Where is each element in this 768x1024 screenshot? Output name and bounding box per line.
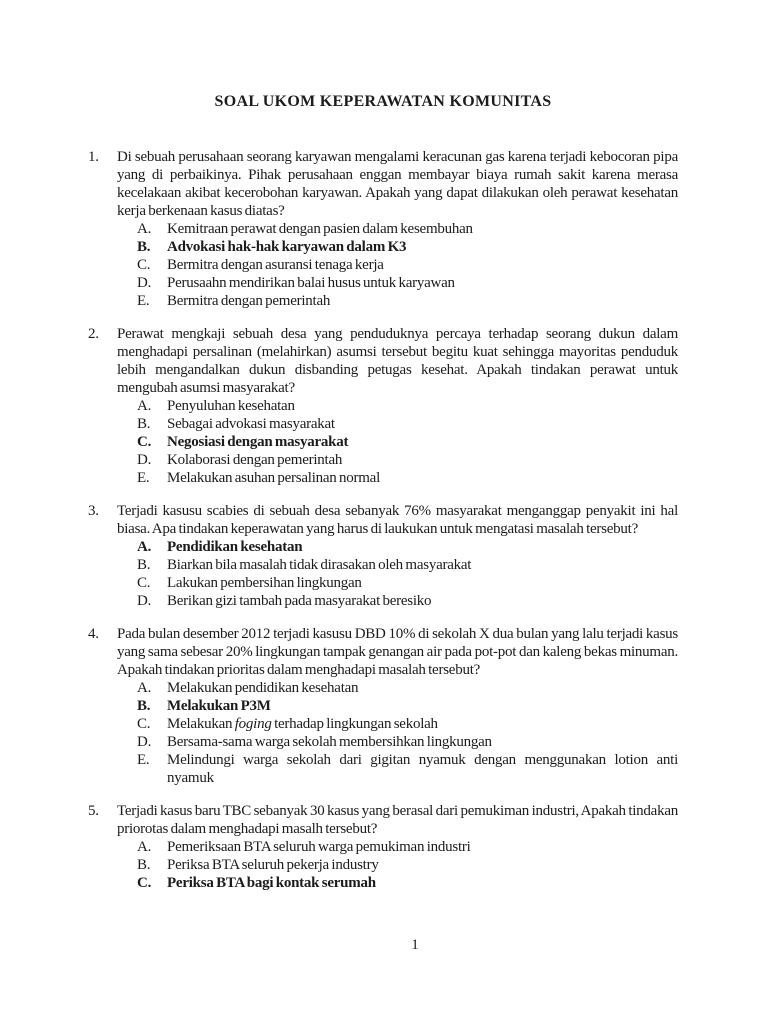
option-text-segment: Melakukan [167,716,235,732]
options-list [117,397,678,487]
question-body [117,802,678,892]
option-item [137,556,678,574]
option-text: Negosiasi dengan masyarakat [167,434,349,450]
option-text: Perusaahn mendirikan balai husus untuk karyawan [167,275,455,291]
option-text: Advokasi hak-hak karyawan dalam K3 [167,239,407,255]
option-text: Periksa BTA bagi kontak serumah [167,875,376,891]
option-item [137,415,678,433]
option-label: A. [137,680,152,696]
question-text: Perawat mengkaji sebuah desa yang penduduknya percaya terhadap seorang dukun dalam menghadapi persalinan (melahirkan) asumsi tersebut begitu kuat sehingga mayoritas penduduk lebih mengandalkan dukun disbanding petugas kesehat. Apakah tindakan perawat untuk mengubah asumsi masyarakat? [117,326,678,396]
question-number: 3. [88,503,99,519]
question-text: Di sebuah perusahaan seorang karyawan mengalami keracunan gas karena terjadi kebocoran pipa yang di perbaikinya. Pihak perusahaan enggan membayar biaya rumah sakit karena merasa kecelakaan akibat kecerobohan karyawan. Apakah yang dapat dilakukan oleh perawat kesehatan kerja berkenaan kasus diatas? [117,149,678,219]
question-text: Terjadi kasusu scabies di sebuah desa sebanyak 76% masyarakat menganggap penyakit ini hal biasa. Apa tindakan keperawatan yang harus di laukukan untuk mengatasi masalah tersebut? [117,503,678,537]
option-item [137,592,678,610]
option-item [137,469,678,487]
option-item [137,220,678,238]
option-text: Bersama-sama warga sekolah membersihkan lingkungan [167,734,492,750]
option-text: Melakukan asuhan persalinan normal [167,470,381,486]
question-number: 5. [88,803,99,819]
option-text: Pendidikan kesehatan [167,539,303,555]
option-label: C. [137,716,151,732]
option-item [137,856,678,874]
options-list [117,679,678,787]
option-item [137,274,678,292]
option-label: C. [137,575,151,591]
question-number: 2. [88,326,99,342]
option-label: C. [137,434,152,450]
option-item [137,751,678,787]
option-text: Penyuluhan kesehatan [167,398,295,414]
option-label: A. [137,398,152,414]
option-label: D. [137,734,152,750]
option-text: Melakukan P3M [167,698,271,714]
option-text: Kolaborasi dengan pemerintah [167,452,343,468]
question-body [117,325,678,487]
question-body [117,502,678,610]
options-list [117,838,678,892]
option-item [137,838,678,856]
option-text: Biarkan bila masalah tidak dirasakan oleh masyarakat [167,557,472,573]
option-label: B. [137,698,151,714]
question-item-3 [88,502,678,610]
option-item [137,451,678,469]
option-label: D. [137,452,152,468]
option-text: Periksa BTA seluruh pekerja industry [167,857,379,873]
option-label: B. [137,239,151,255]
option-text [167,751,678,787]
option-text-segment: terhadap lingkungan sekolah [271,716,438,732]
question-item-1 [88,148,678,310]
option-text: Melakukan pendidikan kesehatan [167,680,359,696]
option-item [137,292,678,310]
option-label: B. [137,557,151,573]
option-label: E. [137,293,150,309]
option-label: B. [137,416,151,432]
question-item-2 [88,325,678,487]
question-number: 4. [88,626,99,642]
option-text [167,715,678,733]
page-number: 1 [411,937,419,953]
question-text: Terjadi kasus baru TBC sebanyak 30 kasus yang berasal dari pemukiman industri, Apakah tindakan priorotas dalam menghadapi masalh tersebut? [117,803,678,837]
option-item-answer [137,433,678,451]
option-label: C. [137,875,152,891]
option-item-answer [137,874,678,892]
option-item [137,397,678,415]
option-text: Berikan gizi tambah pada masyarakat beresiko [167,593,432,609]
option-text-italic: foging [234,716,272,732]
option-label: A. [137,539,152,555]
option-text: Sebagai advokasi masyarakat [167,416,335,432]
option-text: Bermitra dengan pemerintah [167,293,331,309]
page-title: SOAL UKOM KEPERAWATAN KOMUNITAS [214,93,552,110]
option-text: Bermitra dengan asuransi tenaga kerja [167,257,384,273]
question-body [117,625,678,787]
options-list [117,220,678,310]
option-label: D. [137,275,152,291]
option-label: C. [137,257,151,273]
option-text: Pemeriksaan BTA seluruh warga pemukiman industri [167,839,471,855]
option-item-answer [137,238,678,256]
option-item [137,574,678,592]
options-list [117,538,678,610]
option-label: E. [137,752,150,768]
option-item-answer [137,538,678,556]
option-item [137,715,678,733]
option-text: Lakukan pembersihan lingkungan [167,575,362,591]
option-label: D. [137,593,152,609]
option-item [137,679,678,697]
question-number: 1. [88,149,99,165]
question-item-4 [88,625,678,787]
option-label: A. [137,221,152,237]
option-item [137,256,678,274]
option-label: E. [137,470,150,486]
option-label: A. [137,839,152,855]
option-text-line: nyamuk [167,770,214,786]
option-item-answer [137,697,678,715]
option-label: B. [137,857,151,873]
question-text: Pada bulan desember 2012 terjadi kasusu DBD 10% di sekolah X dua bulan yang lalu terjadi kasus yang sama sebesar 20% lingkungan tampak genangan air pada pot-pot dan kaleng bekas minuman. Apakah tindakan prioritas dalam menghadapi masalah tersebut? [117,626,678,678]
question-body [117,148,678,310]
option-text-line: Melindungi warga sekolah dari gigitan nyamuk dengan menggunakan lotion anti [167,752,678,768]
option-item [137,733,678,751]
question-item-5 [88,802,678,892]
option-text: Kemitraan perawat dengan pasien dalam kesembuhan [167,221,473,237]
